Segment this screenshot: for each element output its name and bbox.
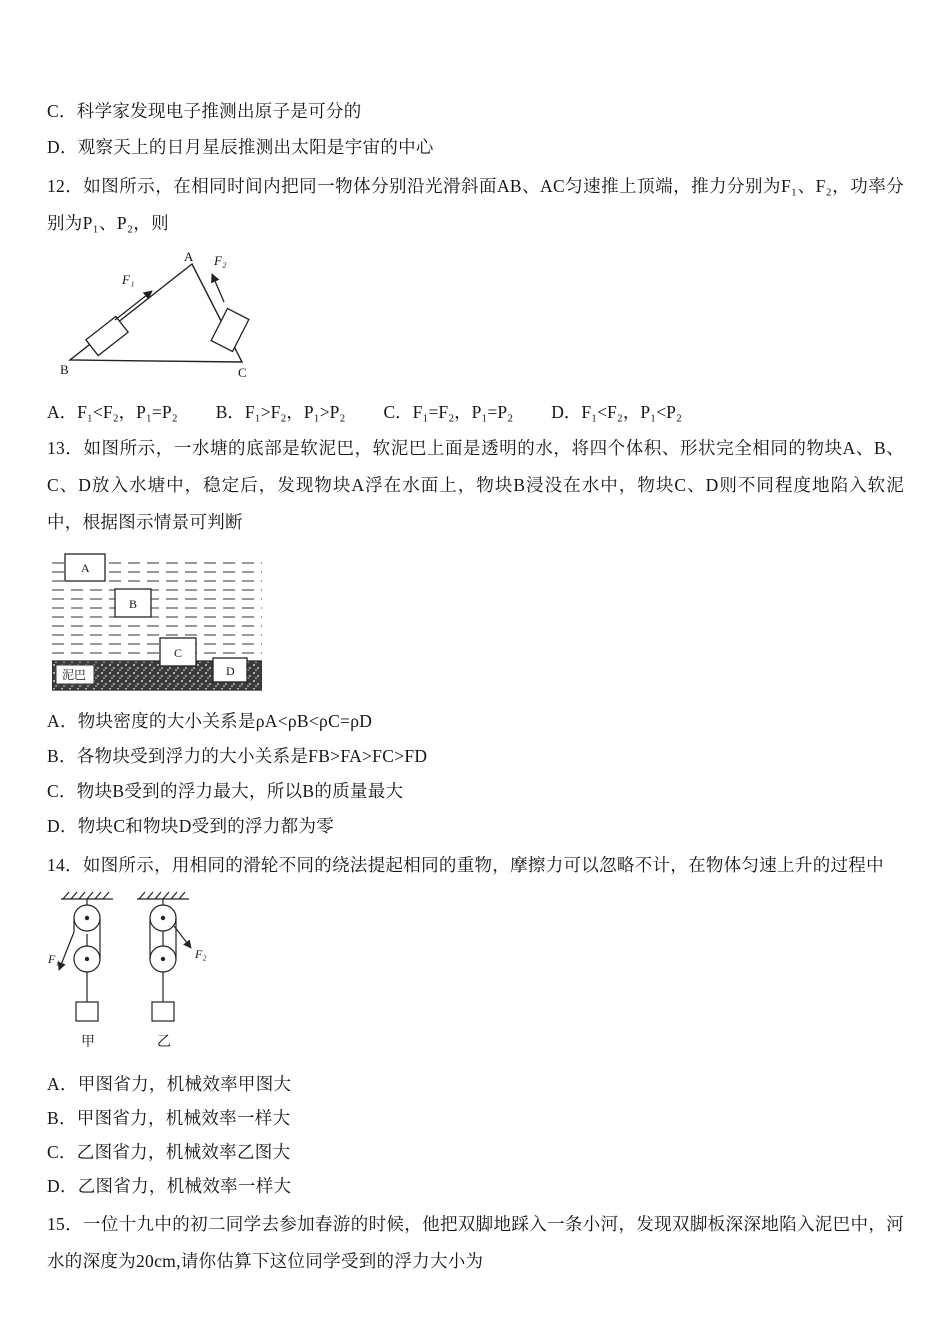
q12-options <box>47 397 904 427</box>
q14-options <box>47 1067 904 1203</box>
q13-option-b: B．各物块受到浮力的大小关系是FB>FA>FC>FD <box>47 746 428 766</box>
q13-option-c: C．物块B受到的浮力最大，所以B的质量最大 <box>47 781 404 801</box>
q13-figure <box>52 551 904 696</box>
f2-label: F₂ <box>195 947 207 961</box>
q12-option-b: B．F₁>F₂，P₁>P₂ <box>215 402 346 422</box>
q12-stem: 12．如图所示，在相同时间内把同一物体分别沿光滑斜面AB、AC匀速推上顶端，推力分别为F₁、F₂，功率分别为P₁、P₂，则 <box>47 176 904 233</box>
q12-figure <box>60 250 904 387</box>
q12-option-d: D．F₁<F₂，P₁<P₂ <box>551 402 682 422</box>
block-c-label: C <box>174 646 183 660</box>
block-d-label: D <box>226 664 235 678</box>
left-system-label: 甲 <box>81 1035 95 1050</box>
bottom-right-label: C <box>238 365 247 380</box>
q13-option-d: D．物块C和物块D受到的浮力都为零 <box>47 816 335 836</box>
q14-stem: 14．如图所示，用相同的滑轮不同的绕法提起相同的重物，摩擦力可以忽略不计，在物体匀速上升的过程中 <box>47 855 884 875</box>
q14-option-d: D．乙图省力，机械效率一样大 <box>47 1176 292 1196</box>
f1-label: F₁ <box>48 952 60 966</box>
q13-options <box>47 704 904 844</box>
force-arrow-f2 <box>212 274 224 302</box>
q11-option-c: C．科学家发现电子推测出原子是可分的 <box>47 101 362 121</box>
right-system-label: 乙 <box>157 1035 171 1050</box>
q14-option-b: B．甲图省力，机械效率一样大 <box>47 1108 291 1128</box>
q15-stem: 15．一位十九中的初二同学去参加春游的时候，他把双脚地踩入一条小河，发现双脚板深深地陷入泥巴中，河水的深度为20cm,请你估算下这位同学受到的浮力大小为 <box>47 1214 904 1271</box>
f2-label: F₂ <box>214 253 227 268</box>
q13-option-a: A．物块密度的大小关系是ρA<ρB<ρC=ρD <box>47 711 373 731</box>
q13-stem: 13．如图所示，一水塘的底部是软泥巴，软泥巴上面是透明的水，将四个体积、形状完全相同的物块A、B、C、D放入水塘中，稳定后，发现物块A浮在水面上，物块B浸没在水中，物块C、D则不同程度地陷入软泥中，根据图示情景可判断 <box>47 438 904 532</box>
pulley-system-left <box>59 892 113 1021</box>
force-arrow-f1 <box>115 291 152 320</box>
q11-option-d: D．观察天上的日月星辰推测出太阳是宇宙的中心 <box>47 137 434 157</box>
force-arrow-f1 <box>59 932 74 970</box>
pulley-system-right <box>137 892 191 1021</box>
block-b-label: B <box>129 597 138 611</box>
q14-option-a: A．甲图省力，机械效率甲图大 <box>47 1074 292 1094</box>
block-on-ac <box>211 309 249 352</box>
q14-option-c: C．乙图省力，机械效率乙图大 <box>47 1142 291 1162</box>
bottom-left-label: B <box>60 362 69 377</box>
pulley-diagram <box>47 890 227 1052</box>
pond-diagram <box>52 551 262 691</box>
f1-label: F₁ <box>122 272 135 287</box>
q12-option-c: C．F₁=F₂，P₁=P₂ <box>383 402 514 422</box>
q12-option-a: A．F₁<F₂，P₁=P₂ <box>47 402 178 422</box>
q14-figure <box>47 890 904 1057</box>
block-on-ab <box>86 316 128 355</box>
incline-diagram <box>60 250 295 382</box>
block-a-label: A <box>81 561 90 575</box>
mud-label: 泥巴 <box>62 668 87 682</box>
apex-label: A <box>184 250 194 264</box>
